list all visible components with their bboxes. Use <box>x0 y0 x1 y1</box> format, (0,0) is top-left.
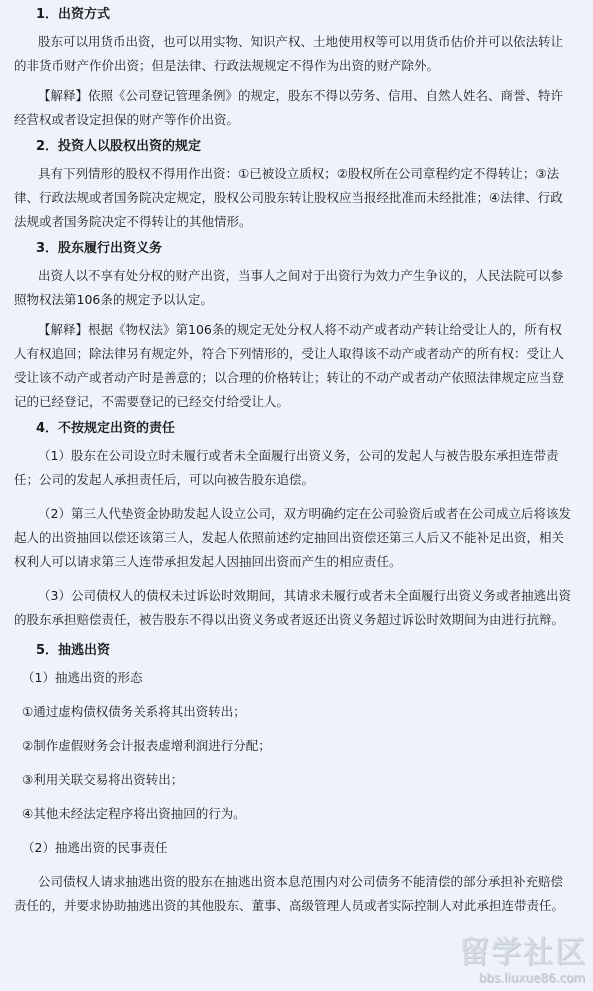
section-4-item-2: （2）第三人代垫资金协助发起人设立公司，双方明确约定在公司验资后或者在公司成立后将该发起人的出资抽回以偿还该第三人，发起人依照前述约定抽回出资偿还第三人后又不能补足出资，相关权利人可以请求第三人连带承担发起人因抽回出资而产生的相应责任。 <box>14 506 571 569</box>
section-1-heading: 1．出资方式 <box>36 7 111 22</box>
section-5-subheading-2: （2）抽逃出资的民事责任 <box>22 840 168 855</box>
section-5-list-item-4: ④其他未经法定程序将出资抽回的行为。 <box>22 806 246 821</box>
section-5-paragraph: 公司债权人请求抽逃出资的股东在抽逃出资本息范围内对公司债务不能清偿的部分承担补充赔偿责任的，并要求协助抽逃出资的其他股东、董事、高级管理人员或者实际控制人对此承担连带责任。 <box>14 874 565 913</box>
section-1-paragraph: 股东可以用货币出资，也可以用实物、知识产权、土地使用权等可以用货币估价并可以依法转让的非货币财产作价出资；但是法律、行政法规规定不得作为出资的财产除外。 <box>14 34 564 73</box>
section-5-list-item-3: ③利用关联交易将出资转出； <box>22 772 184 787</box>
section-2-heading: 2．投资人以股权出资的规定 <box>36 139 202 154</box>
watermark-main-text: 留学社区 <box>459 935 587 970</box>
section-5-list-item-1: ①通过虚构债权债务关系将其出资转出； <box>22 704 246 719</box>
section-3-paragraph: 出资人以不享有处分权的财产出资，当事人之间对于出资行为效力产生争议的，人民法院可以参照物权法第106条的规定予以认定。 <box>14 268 564 307</box>
watermark-url-text: bbs.liuxue86.com <box>478 971 585 985</box>
section-4-item-3: （3）公司债权人的债权未过诉讼时效期间，其请求未履行或者未全面履行出资义务或者抽逃出资的股东承担赔偿责任，被告股东不得以出资义务或者返还出资义务超过诉讼时效期间为由进行抗辩。 <box>14 588 571 627</box>
section-5-heading: 5．抽逃出资 <box>36 643 111 658</box>
section-3-heading: 3．股东履行出资义务 <box>36 241 163 256</box>
section-2-paragraph: 具有下列情形的股权不得用作出资：①已被设立质权；②股权所在公司章程约定不得转让；③法律、行政法规或者国务院决定规定，股权公司股东转让股权应当报经批准而未经批准；④法律、行政法规或者国务院决定不得转让的其他情形。 <box>14 166 563 229</box>
section-4-item-1: （1）股东在公司设立时未履行或者未全面履行出资义务，公司的发起人与被告股东承担连带责任；公司的发起人承担责任后，可以向被告股东追偿。 <box>14 448 559 487</box>
section-4-heading: 4．不按规定出资的责任 <box>36 421 176 436</box>
section-3-explanation: 【解释】根据《物权法》第106条的规定无处分权人将不动产或者动产转让给受让人的，所有权人有权追回；除法律另有规定外，符合下列情形的，受让人取得该不动产或者动产的所有权：受让人受让该不动产或者动产时是善意的；以合理的价格转让；转让的不动产或者动产依照法律规定应当登记的已经登记，不需要登记的已经交付给受让人。 <box>14 322 565 409</box>
section-1-explanation: 【解释】依照《公司登记管理条例》的规定，股东不得以劳务、信用、自然人姓名、商誉、特许经营权或者设定担保的财产等作价出资。 <box>14 88 564 127</box>
section-5-list-item-2: ②制作虚假财务会计报表虚增利润进行分配； <box>22 738 271 753</box>
section-5-subheading-1: （1）抽逃出资的形态 <box>22 670 143 685</box>
